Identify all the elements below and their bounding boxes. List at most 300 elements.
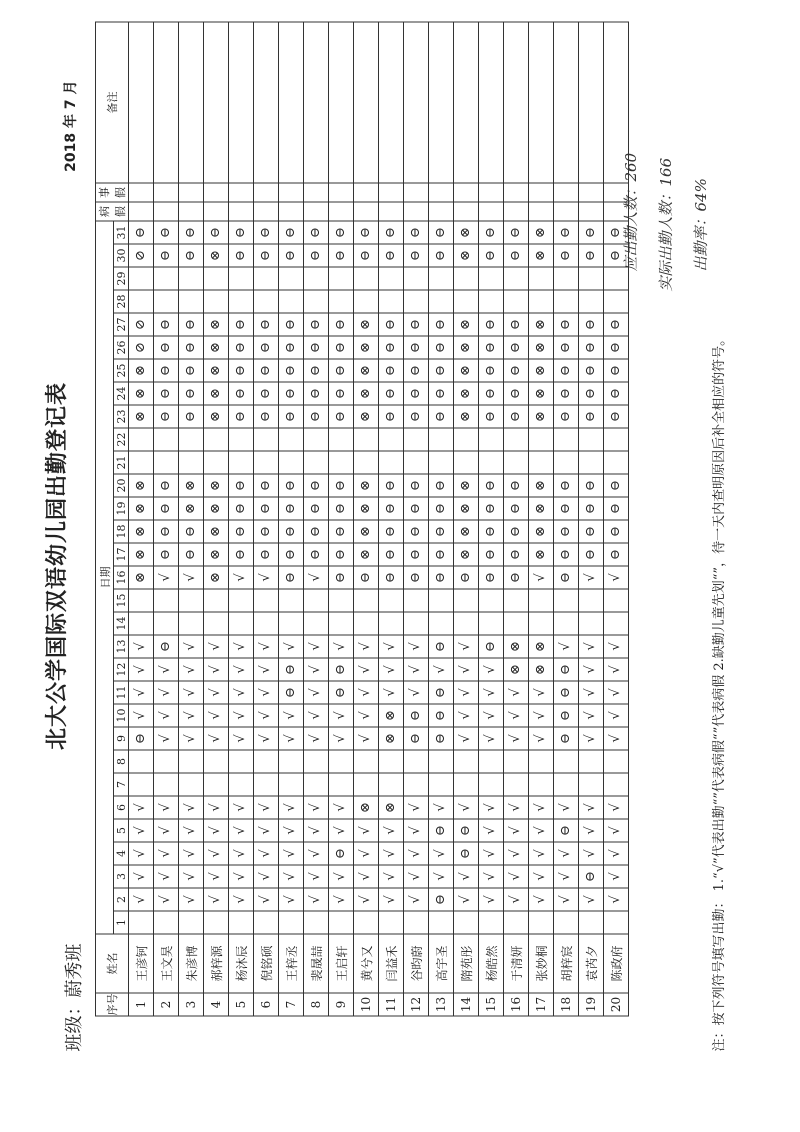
attendance-mark: √ [404, 842, 429, 865]
attendance-mark: ⊖ [229, 543, 254, 566]
attendance-mark [529, 267, 554, 290]
attendance-mark: ⊖ [554, 497, 579, 520]
attendance-mark: √ [554, 796, 579, 819]
attendance-mark [179, 290, 204, 313]
attendance-mark [404, 911, 429, 934]
attendance-mark: √ [479, 658, 504, 681]
attendance-mark [529, 428, 554, 451]
table-row [279, 22, 304, 1016]
attendance-mark: ⊖ [379, 543, 404, 566]
attendance-mark: ⊖ [279, 221, 304, 244]
attendance-mark [454, 267, 479, 290]
attendance-mark: ⊖ [604, 497, 629, 520]
attendance-mark: ⊖ [554, 658, 579, 681]
attendance-mark: ⊗ [504, 658, 529, 681]
attendance-mark: √ [379, 658, 404, 681]
attendance-mark [429, 612, 454, 635]
attendance-mark [429, 428, 454, 451]
attendance-mark [129, 773, 154, 796]
attendance-mark: √ [529, 681, 554, 704]
attendance-mark: ⊖ [579, 221, 604, 244]
attendance-mark [154, 911, 179, 934]
attendance-mark [229, 428, 254, 451]
col-date-header: 日期 [96, 221, 114, 934]
attendance-mark: √ [204, 658, 229, 681]
attendance-mark: ⊖ [329, 681, 354, 704]
attendance-mark [129, 451, 154, 474]
attendance-mark: ⊖ [504, 566, 529, 589]
attendance-mark: √ [254, 819, 279, 842]
attendance-mark: ⊖ [554, 313, 579, 336]
sick-leave-cell [454, 202, 479, 221]
sick-leave-cell [154, 202, 179, 221]
attendance-mark: √ [429, 865, 454, 888]
personal-leave-cell [304, 183, 329, 202]
attendance-mark: √ [604, 704, 629, 727]
row-name: 王启轩 [329, 934, 354, 993]
row-name: 高宇圣 [429, 934, 454, 993]
attendance-mark: ⊗ [204, 474, 229, 497]
attendance-mark [279, 589, 304, 612]
attendance-mark [354, 290, 379, 313]
table-row [254, 22, 279, 1016]
attendance-mark: ⊗ [454, 359, 479, 382]
attendance-mark: ⊖ [554, 543, 579, 566]
attendance-mark: √ [579, 819, 604, 842]
attendance-mark: √ [579, 727, 604, 750]
attendance-mark [229, 589, 254, 612]
attendance-mark: ⊖ [429, 336, 454, 359]
attendance-mark [254, 911, 279, 934]
personal-leave-cell [579, 183, 604, 202]
attendance-mark: ⊖ [154, 221, 179, 244]
attendance-mark: ⊖ [329, 244, 354, 267]
attendance-mark: ⊗ [529, 313, 554, 336]
attendance-mark [229, 267, 254, 290]
attendance-mark: √ [504, 842, 529, 865]
attendance-mark: √ [204, 865, 229, 888]
day-header: 8 [114, 750, 129, 773]
attendance-mark: √ [504, 865, 529, 888]
attendance-mark: ⊗ [354, 796, 379, 819]
attendance-mark: ⊖ [429, 681, 454, 704]
personal-leave-cell [454, 183, 479, 202]
attendance-mark: ⊖ [429, 221, 454, 244]
date-month-unit: 月 [63, 80, 79, 95]
attendance-mark [379, 750, 404, 773]
attendance-mark: ⊖ [354, 566, 379, 589]
attendance-mark [329, 612, 354, 635]
attendance-mark [304, 750, 329, 773]
attendance-mark: ⊖ [204, 221, 229, 244]
day-header: 11 [114, 681, 129, 704]
day-header: 15 [114, 589, 129, 612]
attendance-mark: ⊖ [554, 336, 579, 359]
date-year-unit: 年 [63, 114, 79, 128]
attendance-mark [204, 290, 229, 313]
row-seq: 11 [379, 993, 404, 1016]
attendance-mark [204, 589, 229, 612]
attendance-mark [504, 267, 529, 290]
attendance-mark: √ [304, 842, 329, 865]
sick-leave-cell [404, 202, 429, 221]
attendance-mark: ⊖ [279, 382, 304, 405]
personal-leave-cell [529, 183, 554, 202]
attendance-mark: ⊖ [479, 405, 504, 428]
attendance-mark [504, 589, 529, 612]
attendance-mark: √ [354, 819, 379, 842]
attendance-mark [354, 589, 379, 612]
attendance-mark: ⊖ [554, 819, 579, 842]
attendance-mark: ⊖ [329, 842, 354, 865]
attendance-mark: √ [529, 865, 554, 888]
attendance-mark [179, 451, 204, 474]
attendance-mark: ⊗ [529, 359, 554, 382]
row-seq: 1 [129, 993, 154, 1016]
attendance-mark: √ [254, 566, 279, 589]
attendance-mark [254, 451, 279, 474]
table-row [179, 22, 204, 1016]
class-name: 蔚秀班 [64, 943, 85, 998]
attendance-mark: √ [404, 796, 429, 819]
attendance-mark [404, 612, 429, 635]
attendance-mark: ⊖ [579, 244, 604, 267]
attendance-mark: √ [329, 727, 354, 750]
day-header: 23 [114, 405, 129, 428]
attendance-mark: ⊖ [579, 359, 604, 382]
attendance-mark: √ [129, 704, 154, 727]
attendance-mark [279, 451, 304, 474]
attendance-mark: ⊖ [579, 543, 604, 566]
attendance-mark [204, 773, 229, 796]
attendance-mark [454, 773, 479, 796]
attendance-mark [554, 750, 579, 773]
attendance-mark: ⊖ [154, 497, 179, 520]
attendance-mark [404, 773, 429, 796]
attendance-mark [529, 612, 554, 635]
attendance-mark [579, 911, 604, 934]
attendance-mark [579, 612, 604, 635]
attendance-mark: ⊖ [429, 543, 454, 566]
day-header: 13 [114, 635, 129, 658]
attendance-mark [254, 773, 279, 796]
attendance-mark: √ [204, 704, 229, 727]
attendance-mark: ⊖ [604, 221, 629, 244]
attendance-mark: √ [504, 704, 529, 727]
attendance-mark: ⊖ [304, 474, 329, 497]
attendance-mark: √ [304, 888, 329, 911]
attendance-mark: ⊖ [179, 313, 204, 336]
attendance-mark: √ [579, 635, 604, 658]
attendance-mark: √ [579, 566, 604, 589]
attendance-mark: ⊖ [229, 359, 254, 382]
attendance-mark: ⊗ [129, 474, 154, 497]
attendance-mark: ⊖ [329, 658, 354, 681]
attendance-mark: ⊖ [329, 543, 354, 566]
attendance-mark: √ [179, 681, 204, 704]
attendance-mark [354, 428, 379, 451]
personal-leave-cell [479, 183, 504, 202]
attendance-mark [129, 267, 154, 290]
row-seq: 20 [604, 993, 629, 1016]
attendance-mark: √ [404, 681, 429, 704]
attendance-mark: √ [354, 704, 379, 727]
day-header: 20 [114, 474, 129, 497]
attendance-mark: ⊖ [379, 382, 404, 405]
attendance-mark: ⊖ [429, 819, 454, 842]
day-header: 29 [114, 267, 129, 290]
attendance-mark: ⊖ [404, 474, 429, 497]
attendance-mark: √ [354, 842, 379, 865]
attendance-mark: ⊗ [129, 566, 154, 589]
attendance-mark: √ [129, 635, 154, 658]
attendance-mark: √ [604, 865, 629, 888]
attendance-mark [229, 451, 254, 474]
attendance-mark: ⊖ [279, 359, 304, 382]
class-label: 班级： [64, 997, 85, 1052]
attendance-mark: ⊖ [329, 566, 354, 589]
attendance-mark: √ [179, 566, 204, 589]
attendance-mark: √ [204, 819, 229, 842]
attendance-mark: ⊖ [229, 221, 254, 244]
attendance-mark: √ [279, 842, 304, 865]
sick-leave-cell [329, 202, 354, 221]
attendance-mark [329, 750, 354, 773]
attendance-mark [304, 911, 329, 934]
attendance-mark: ⊖ [229, 382, 254, 405]
attendance-mark [554, 290, 579, 313]
attendance-mark: ⊖ [229, 520, 254, 543]
attendance-mark [204, 750, 229, 773]
attendance-mark: ⊖ [279, 497, 304, 520]
attendance-mark [504, 451, 529, 474]
row-seq: 6 [254, 993, 279, 1016]
attendance-mark: ⊗ [379, 796, 404, 819]
attendance-mark: ⊖ [404, 543, 429, 566]
row-seq: 15 [479, 993, 504, 1016]
attendance-mark: ⊖ [429, 313, 454, 336]
attendance-mark: ⊖ [229, 313, 254, 336]
attendance-mark [454, 451, 479, 474]
attendance-mark: √ [404, 888, 429, 911]
attendance-mark [504, 612, 529, 635]
sick-leave-cell [429, 202, 454, 221]
table-row [154, 22, 179, 1016]
attendance-mark: √ [404, 819, 429, 842]
attendance-mark: ⊖ [254, 336, 279, 359]
attendance-mark: √ [229, 566, 254, 589]
attendance-mark: ⊖ [304, 382, 329, 405]
attendance-mark: ⊗ [129, 405, 154, 428]
attendance-mark [279, 290, 304, 313]
attendance-mark [479, 267, 504, 290]
attendance-mark: ⊖ [504, 474, 529, 497]
attendance-mark: ⊖ [579, 520, 604, 543]
attendance-mark: ⊖ [429, 704, 454, 727]
attendance-mark: √ [304, 704, 329, 727]
attendance-mark: ⊖ [229, 474, 254, 497]
attendance-mark: ⊖ [479, 382, 504, 405]
attendance-mark: ⊗ [529, 635, 554, 658]
attendance-mark: √ [154, 842, 179, 865]
attendance-mark: ⊗ [354, 382, 379, 405]
attendance-mark [154, 428, 179, 451]
row-seq: 16 [504, 993, 529, 1016]
remark-cell [404, 22, 429, 183]
attendance-mark: ⊖ [579, 497, 604, 520]
row-name: 于清妍 [504, 934, 529, 993]
sick-leave-cell [179, 202, 204, 221]
attendance-mark [179, 773, 204, 796]
attendance-mark: ⊖ [554, 405, 579, 428]
attendance-mark [379, 428, 404, 451]
row-seq: 9 [329, 993, 354, 1016]
attendance-mark [479, 612, 504, 635]
attendance-mark: ⊖ [404, 244, 429, 267]
attendance-mark: ⊗ [179, 474, 204, 497]
attendance-mark: ⊖ [454, 819, 479, 842]
sick-leave-cell [379, 202, 404, 221]
attendance-mark [379, 267, 404, 290]
attendance-mark [304, 267, 329, 290]
sick-leave-cell [229, 202, 254, 221]
day-header: 30 [114, 244, 129, 267]
remark-cell [179, 22, 204, 183]
attendance-mark [179, 750, 204, 773]
attendance-mark: ⊗ [204, 543, 229, 566]
attendance-mark: ⊖ [404, 313, 429, 336]
attendance-mark [279, 428, 304, 451]
attendance-mark [454, 290, 479, 313]
attendance-mark [354, 750, 379, 773]
attendance-mark [229, 773, 254, 796]
personal-leave-cell [254, 183, 279, 202]
attendance-mark [179, 589, 204, 612]
attendance-mark: √ [554, 865, 579, 888]
attendance-mark: √ [454, 658, 479, 681]
attendance-mark: ⊖ [279, 474, 304, 497]
attendance-mark: √ [579, 658, 604, 681]
attendance-mark [479, 290, 504, 313]
row-name: 朱彦博 [179, 934, 204, 993]
attendance-mark: √ [229, 819, 254, 842]
attendance-mark: ⊗ [379, 704, 404, 727]
attendance-mark: √ [404, 658, 429, 681]
attendance-mark: √ [454, 796, 479, 819]
sick-leave-cell [354, 202, 379, 221]
handwritten-actual: 实际出勤人数：166 [657, 157, 675, 292]
attendance-mark [129, 589, 154, 612]
attendance-mark [329, 589, 354, 612]
table-row [529, 22, 554, 1016]
attendance-mark: √ [479, 865, 504, 888]
attendance-mark: ⊗ [354, 520, 379, 543]
day-header: 21 [114, 451, 129, 474]
attendance-mark: ⊖ [554, 221, 579, 244]
attendance-mark: ⊖ [554, 727, 579, 750]
attendance-mark: ⊖ [154, 244, 179, 267]
sick-leave-cell [554, 202, 579, 221]
attendance-mark [179, 612, 204, 635]
attendance-mark: ⊖ [504, 382, 529, 405]
attendance-mark [329, 267, 354, 290]
attendance-mark: ⊖ [329, 520, 354, 543]
attendance-mark: ⊖ [404, 566, 429, 589]
header-row-1 [96, 22, 114, 1016]
attendance-mark: √ [154, 796, 179, 819]
attendance-mark: ⊗ [529, 382, 554, 405]
note-label: 注：按下列符号填写出勤： [712, 895, 727, 1052]
attendance-mark: ⊖ [604, 382, 629, 405]
attendance-mark: √ [604, 842, 629, 865]
remark-cell [129, 22, 154, 183]
class-line [60, 944, 86, 1052]
personal-leave-cell [429, 183, 454, 202]
personal-leave-cell [129, 183, 154, 202]
attendance-mark: √ [329, 888, 354, 911]
footnote [708, 333, 727, 1052]
attendance-mark [329, 911, 354, 934]
table-body [129, 22, 629, 1016]
attendance-mark: ⊖ [154, 405, 179, 428]
attendance-mark [229, 612, 254, 635]
attendance-mark: ⊖ [454, 566, 479, 589]
attendance-mark: ⊖ [554, 520, 579, 543]
attendance-mark: ⊖ [179, 336, 204, 359]
table-row [354, 22, 379, 1016]
attendance-mark: √ [529, 796, 554, 819]
col-sick-header: 病假 [96, 202, 129, 221]
attendance-mark: √ [454, 888, 479, 911]
attendance-mark: √ [154, 888, 179, 911]
attendance-mark: √ [504, 796, 529, 819]
day-header: 6 [114, 796, 129, 819]
attendance-mark: √ [329, 796, 354, 819]
attendance-mark: √ [304, 865, 329, 888]
attendance-mark: √ [254, 888, 279, 911]
table-row [504, 22, 529, 1016]
attendance-mark [504, 428, 529, 451]
attendance-mark: ⊗ [454, 497, 479, 520]
attendance-mark [254, 612, 279, 635]
attendance-mark: ⊖ [404, 704, 429, 727]
attendance-mark [504, 911, 529, 934]
attendance-mark: √ [204, 888, 229, 911]
attendance-mark: √ [204, 727, 229, 750]
attendance-mark: ⊖ [554, 244, 579, 267]
attendance-mark: √ [154, 865, 179, 888]
attendance-mark: ⊖ [154, 336, 179, 359]
attendance-mark: √ [154, 727, 179, 750]
attendance-mark [229, 290, 254, 313]
day-header: 10 [114, 704, 129, 727]
attendance-mark: √ [229, 888, 254, 911]
attendance-mark [279, 612, 304, 635]
attendance-mark: ⊖ [504, 359, 529, 382]
attendance-mark: √ [129, 842, 154, 865]
attendance-mark: ⊖ [154, 520, 179, 543]
attendance-mark [154, 773, 179, 796]
attendance-mark: ⊖ [254, 221, 279, 244]
attendance-mark: √ [279, 865, 304, 888]
attendance-mark: ⊖ [604, 336, 629, 359]
attendance-mark [304, 612, 329, 635]
attendance-mark: √ [579, 796, 604, 819]
row-name: 王彦钶 [129, 934, 154, 993]
attendance-mark: ⊗ [129, 543, 154, 566]
row-name: 王梓丞 [279, 934, 304, 993]
attendance-mark [579, 267, 604, 290]
